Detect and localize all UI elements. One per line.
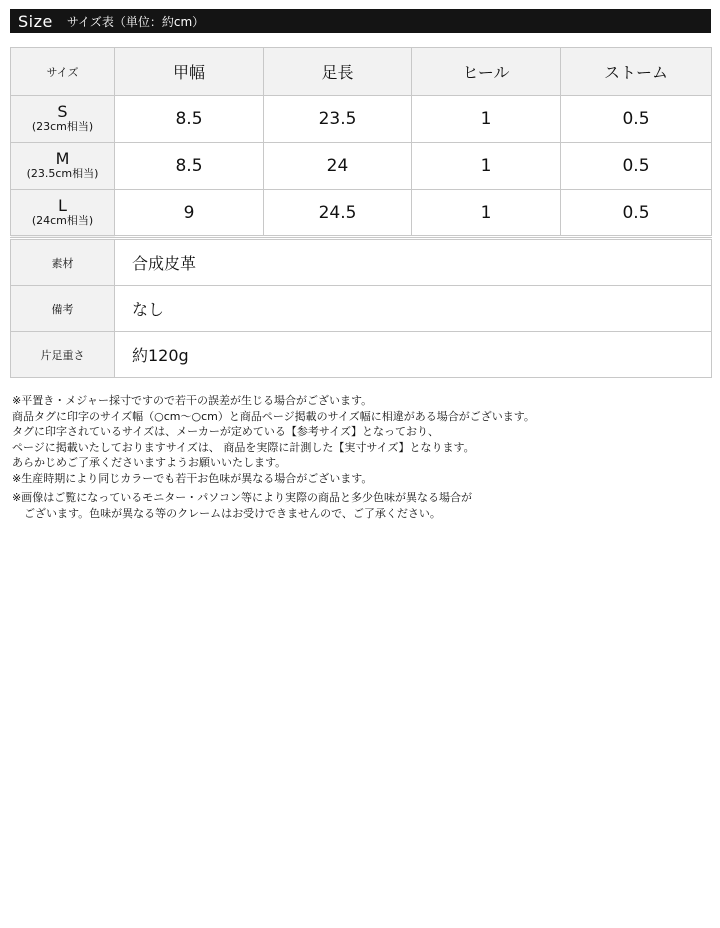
note-line: 商品タグに印字のサイズ幅（○cm〜○cm）と商品ページ掲載のサイズ幅に相違がある場合がございます。 <box>12 409 535 423</box>
size-name: M <box>55 149 70 168</box>
size-name: S <box>57 102 68 121</box>
size-table-header-row <box>11 48 712 96</box>
column-header-storm: ストーム <box>561 48 712 96</box>
info-label: 備考 <box>11 286 115 332</box>
info-row-weight <box>11 332 712 378</box>
size-column-header: サイズ <box>11 48 115 96</box>
heel-value: 1 <box>412 96 561 143</box>
note-line: ※平置き・メジャー採寸ですので若干の誤差が生じる場合がございます。 <box>12 394 373 407</box>
size-equivalent: (23cm相当) <box>31 120 94 133</box>
instep-width-value: 9 <box>115 190 264 237</box>
table-row <box>11 143 712 190</box>
heel-value: 1 <box>412 143 561 190</box>
note-line: ページに掲載いたしておりますサイズは、 商品を実際に計測した【実寸サイズ】となります。 <box>12 440 475 454</box>
instep-width-value: 8.5 <box>115 143 264 190</box>
instep-width-value: 8.5 <box>115 96 264 143</box>
note-line: ※生産時期により同じカラーでも若干お色味が異なる場合がございます。 <box>12 471 373 485</box>
info-row-remarks <box>11 286 712 332</box>
foot-length-value: 24.5 <box>264 190 412 237</box>
info-label: 素材 <box>11 240 115 286</box>
column-header-heel: ヒール <box>412 48 561 96</box>
info-value: 約120g <box>115 332 712 378</box>
size-table <box>10 47 712 238</box>
column-header-foot-length: 足長 <box>264 48 412 96</box>
size-label-cell <box>11 96 115 143</box>
size-equivalent: (24cm相当) <box>31 213 94 227</box>
size-name: L <box>58 195 67 215</box>
note-line: ※画像はご覧になっているモニター・パソコン等により実際の商品と多少色味が異なる場合が <box>12 491 472 504</box>
column-header-instep-width: 甲幅 <box>115 48 264 96</box>
storm-value: 0.5 <box>561 190 712 237</box>
note-line: ございます。色味が異なる等のクレームはお受けできませんので、ご了承ください。 <box>24 506 441 520</box>
note-line: あらかじめご了承くださいますようお願いいたします。 <box>12 456 287 469</box>
size-label-cell <box>11 143 115 190</box>
storm-value: 0.5 <box>561 96 712 143</box>
table-row <box>11 96 712 143</box>
size-chart-header <box>10 9 711 33</box>
size-label-cell <box>11 190 115 237</box>
info-label: 片足重さ <box>11 332 115 378</box>
header-subtitle: サイズ表（単位：約cm） <box>66 14 205 29</box>
foot-length-value: 24 <box>264 143 412 190</box>
notes <box>12 393 712 521</box>
foot-length-value: 23.5 <box>264 96 412 143</box>
storm-value: 0.5 <box>561 143 712 190</box>
note-line: タグに印字されているサイズは、メーカーが定めている【参考サイズ】となっており、 <box>12 425 440 438</box>
size-equivalent: (23.5cm相当) <box>26 167 99 180</box>
product-info-table <box>10 239 712 378</box>
header-title: Size <box>18 11 53 31</box>
info-value: なし <box>115 286 712 332</box>
info-value: 合成皮革 <box>115 240 712 286</box>
heel-value: 1 <box>412 190 561 237</box>
info-row-material <box>11 240 712 286</box>
table-row <box>11 190 712 237</box>
